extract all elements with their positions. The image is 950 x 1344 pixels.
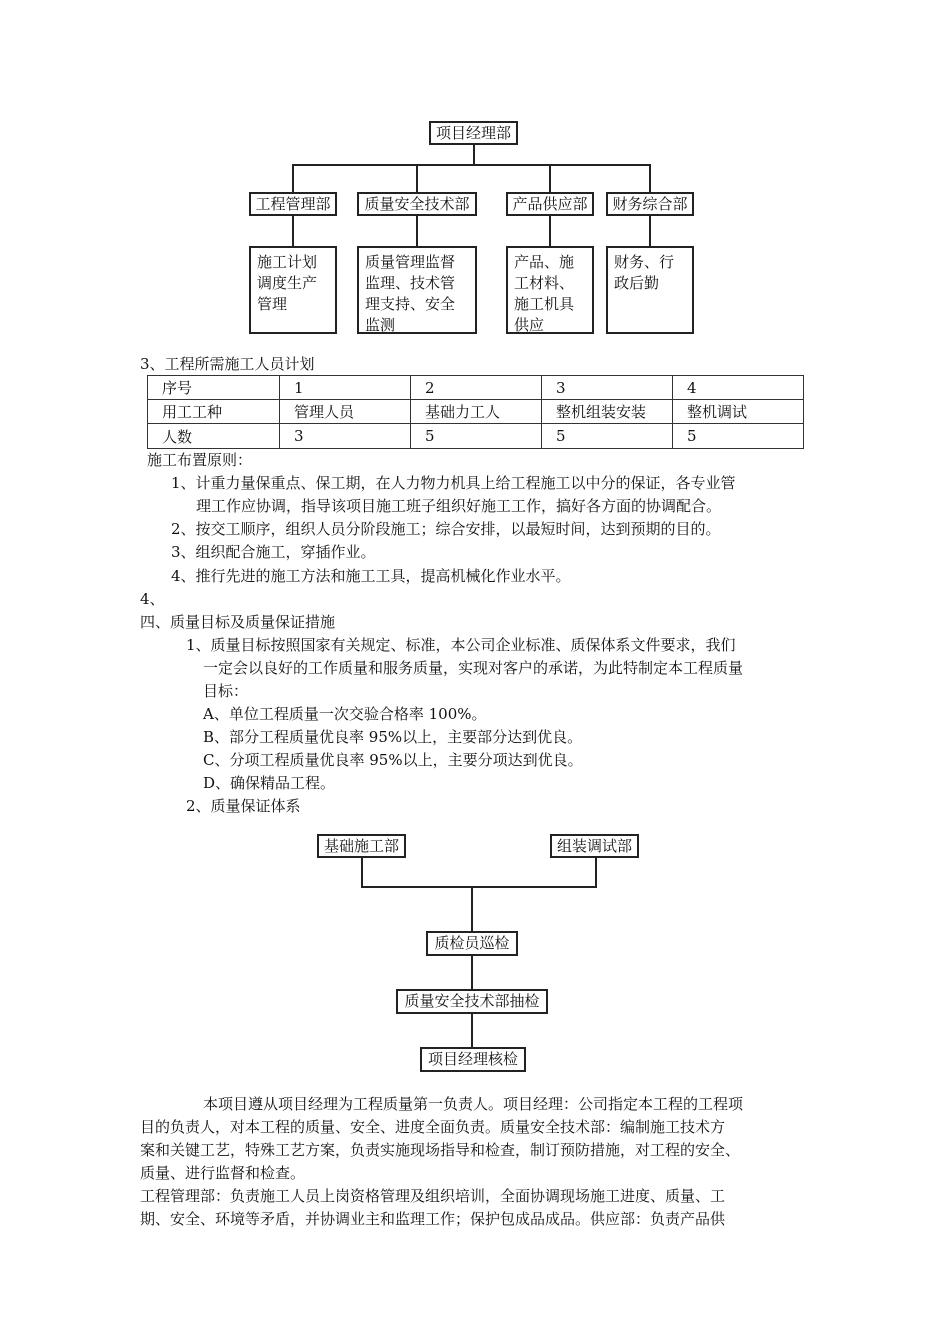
table-cell: 人数: [148, 424, 280, 449]
connector: [416, 164, 418, 192]
body-line: 本项目遵从项目经理为工程质量第一负责人。项目经理：公司指定本工程的工程项: [203, 1095, 744, 1113]
quality-line: 目标：: [203, 682, 249, 700]
principles-heading: 施工布置原则：: [147, 451, 253, 469]
table-cell: 序号: [148, 376, 280, 400]
duty-box-finance: 财务、行政后勤: [606, 246, 694, 334]
principle-item: 2、按交工顺序，组织人员分阶段施工；综合安排，以最短时间，达到预期的目的。: [171, 520, 721, 538]
connector: [292, 164, 294, 192]
quality-target: D、确保精品工程。: [203, 774, 336, 792]
connector: [471, 956, 473, 989]
quality-target: A、单位工程质量一次交验合格率 100%。: [203, 705, 487, 723]
table-cell: 5: [542, 424, 673, 449]
table-row: [148, 376, 804, 400]
principle-item: 1、计重力量保重点、保工期，在人力物力机具上给工程施工以中分的保证，各专业管: [171, 474, 736, 492]
duty-box-supply: 产品、施工材料、施工机具供应: [506, 246, 594, 334]
body-line: 工程管理部：负责施工人员上岗资格管理及组织培训，全面协调现场施工进度、质量、工: [140, 1187, 726, 1205]
principle-item: 4、推行先进的施工方法和施工工具，提高机械化作业水平。: [171, 567, 571, 585]
dept-box-quality: 质量安全技术部: [357, 192, 477, 216]
flow-box-inspector: 质检员巡检: [426, 931, 518, 956]
flow-box-manager-check: 项目经理核检: [420, 1047, 526, 1072]
body-line: 质量、进行监督和检查。: [140, 1164, 306, 1182]
flow-box-assembly: 组装调试部: [550, 834, 639, 858]
connector: [549, 164, 551, 192]
quality-line: 一定会以良好的工作质量和服务质量，实现对客户的承诺，为此特制定本工程质量: [203, 659, 744, 677]
table-cell: 整机调试: [673, 400, 804, 424]
table-cell: 2: [411, 376, 542, 400]
staff-plan-table: [147, 375, 804, 449]
dept-box-finance: 财务综合部: [606, 192, 694, 216]
connector: [649, 216, 651, 246]
dept-box-supply: 产品供应部: [506, 192, 594, 216]
org-top-box: 项目经理部: [429, 121, 518, 145]
table-cell: 5: [411, 424, 542, 449]
duty-box-quality: 质量管理监督监理、技术管理支持、安全监测: [357, 246, 477, 334]
table-row: [148, 400, 804, 424]
connector: [473, 145, 475, 165]
connector: [416, 216, 418, 246]
dept-box-engineering: 工程管理部: [249, 192, 337, 216]
table-cell: 4: [673, 376, 804, 400]
table-cell: 用工工种: [148, 400, 280, 424]
quality-line: 1、质量目标按照国家有关规定、标准，本公司企业标准、质保体系文件要求，我们: [186, 636, 736, 654]
system-heading: 2、质量保证体系: [186, 797, 301, 815]
connector: [549, 216, 551, 246]
body-line: 期、安全、环境等矛盾，并协调业主和监理工作；保护包成品成品。供应部：负责产品供: [140, 1210, 726, 1228]
connector: [595, 858, 597, 887]
connector: [471, 886, 473, 931]
principle-item: 3、组织配合施工，穿插作业。: [171, 543, 376, 561]
connector: [361, 886, 597, 888]
connector: [292, 216, 294, 246]
connector: [471, 1014, 473, 1047]
connector: [649, 164, 651, 192]
duty-box-engineering: 施工计划调度生产管理: [249, 246, 337, 334]
table-cell: 1: [280, 376, 411, 400]
flow-box-spot-check: 质量安全技术部抽检: [396, 989, 548, 1014]
connector: [292, 164, 651, 166]
principle-item: 理工作应协调，指导该项目施工班子组织好施工工作，搞好各方面的协调配合。: [196, 497, 722, 515]
table-cell: 3: [280, 424, 411, 449]
quality-target: B、部分工程质量优良率 95%以上，主要部分达到优良。: [203, 728, 583, 746]
principle-item: 4、: [140, 590, 165, 608]
table-cell: 3: [542, 376, 673, 400]
connector: [361, 858, 363, 887]
table-cell: 5: [673, 424, 804, 449]
body-line: 案和关键工艺，特殊工艺方案，负责实施现场指导和检查，制订预防措施，对工程的安全、: [140, 1141, 741, 1159]
flow-box-foundation: 基础施工部: [317, 834, 406, 858]
quality-target: C、分项工程质量优良率 95%以上，主要分项达到优良。: [203, 751, 583, 769]
section-heading: 四、质量目标及质量保证措施: [140, 613, 336, 631]
body-line: 目的负责人，对本工程的质量、安全、进度全面负责。质量安全技术部：编制施工技术方: [140, 1118, 726, 1136]
table-cell: 基础力工人: [411, 400, 542, 424]
staff-plan-heading: 3、工程所需施工人员计划: [140, 355, 315, 373]
table-cell: 整机组装安装: [542, 400, 673, 424]
table-row: [148, 424, 804, 449]
table-cell: 管理人员: [280, 400, 411, 424]
